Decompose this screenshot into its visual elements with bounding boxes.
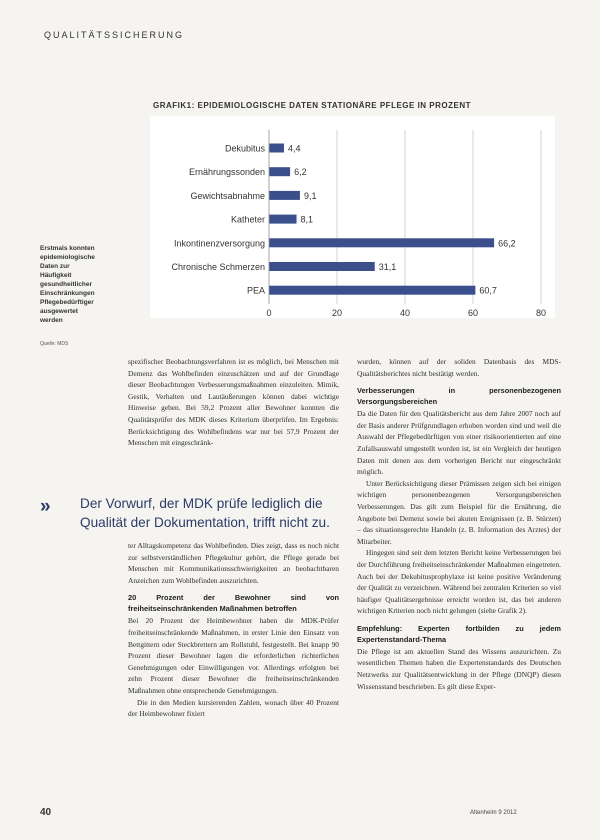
paragraph: ter Alltagskompetenz das Wohlbefinden. Dies zeigt, dass es noch nicht zur selbstverständlichen Pflegekultur gehört, die Pflege gerade bei Menschen mit Kommunikationsschwierigkeiten an beobachtbaren Anzeichen zum Wohlbefinden auszurichten. (128, 541, 339, 585)
bar (269, 191, 300, 200)
category-label: Ernährungssonden (188, 167, 265, 178)
data-label: 6,2 (294, 167, 307, 178)
paragraph: Hingegen sind seit dem letzten Bericht keine Verbesserungen bei der Durchführung freiheitseinschränkender Maßnahmen eingetreten. Auch bei der Dekubitusprophylaxe ist keine positive Veränderung der Qualität zu verzeichnen. Während bei zentralen Kriterien so viel häufiger Qualitätsergebnisse erreicht worden ist, das bei anderen wichtigen Kriterien noch nicht gelungen (siehe Grafik 2). (357, 548, 561, 616)
column-1-bottom (128, 540, 339, 720)
quote-mark-icon: » (40, 496, 51, 517)
paragraph: spezifischer Beobachtungsverfahren ist es möglich, bei Menschen mit Demenz das Wohlbefinden einzuschätzen und auf der Grundlage dieser Beobachtungen Verbesserungsmaßnahmen einzuleiten. Mimik, Gestik, Verhalten und Lautäußerungen können dabei wichtige Hinweise geben. Bei 59,2 Prozent aller Bewohner konnten die Qualitätsprüfer des MDK dieses Kriterium überprüfen. Im Ergebnis: Berücksichtigung des Wohlbefindens war nur bei 57,9 Prozent der Menschen mit eingeschränk- (128, 357, 339, 448)
bar (269, 167, 290, 176)
chart-panel (150, 116, 555, 318)
caption-source: Quelle: MDS (40, 341, 69, 347)
data-label: 8,1 (300, 214, 314, 225)
section-label: QUALITÄTSSICHERUNG (44, 30, 185, 40)
chart-title: GRAFIK1: EPIDEMIOLOGISCHE DATEN STATIONÄRE PFLEGE IN PROZENT (153, 101, 472, 110)
paragraph: Bei 20 Prozent der Heimbewohner haben die MDK-Prüfer freiheitseinschränkende Maßnahmen, in erster Linie den Einsatz von Bettgittern oder Steckbrettern am Rollstuhl, festgestellt. Bei knapp 90 Prozent dieser Bewohner lagen die erforderlichen richterlichen Genehmigungen oder Einwilligungen vor. Allerdings erfolgten bei zehn Prozent dieser Bewohner die freiheitseinschränkenden Maßnahmen ohne entsprechende Genehmigungen. (128, 616, 339, 695)
paragraph: Die Pflege ist am aktuellen Stand des Wissens auszurichten. Zu wesentlichen Themen haben die Expertenstandards des Deutschen Netzwerks zur Qualitätsentwicklung in der Pflege (DNQP) diesen Wissensstand beschrieben. Es gilt diese Exper- (357, 646, 561, 691)
data-label: 60,7 (479, 285, 497, 296)
bar-chart (150, 116, 555, 318)
category-label: Gewichtsabnahme (190, 190, 265, 201)
column-2 (357, 356, 561, 692)
subheading: Verbesserungen in personenbezogenen Versorgungsbereichen (357, 386, 561, 407)
category-label: Katheter (230, 214, 265, 225)
category-label: Dekubitus (224, 143, 265, 154)
x-tick-label: 80 (535, 308, 547, 318)
journal-footer: Altenheim 9 2012 (470, 810, 517, 816)
category-label: PEA (246, 285, 265, 296)
data-label: 4,4 (287, 143, 301, 154)
category-label: Chronische Schmerzen (171, 262, 265, 272)
pull-quote: Der Vorwurf, der MDK prüfe lediglich die Qualität der Dokumentation, trifft nicht zu. (80, 496, 330, 530)
bar (269, 286, 475, 295)
bar (269, 238, 494, 247)
subheading: 20 Prozent der Bewohner sind von freiheitseinschränkenden Maßnahmen betroffen (128, 593, 339, 614)
x-tick-label: 0 (266, 308, 272, 318)
bar (269, 144, 284, 153)
x-tick-label: 60 (467, 308, 479, 318)
bar (269, 215, 297, 224)
paragraph: Da die Daten für den Qualitätsbericht aus dem Jahre 2007 noch auf der Basis anderer Prüfgrundlagen erhoben worden sind und weil die Auswahl der Pflegebedürftigen von einer risikoorientierten auf eine Zufallsauswahl umgestellt worden ist, ist ein Vergleich der heutigen Daten mit denen aus dem vorherigen Bericht nur eingeschränkt möglich. (357, 409, 561, 477)
paragraph: Die in den Medien kursierenden Zahlen, wonach über 40 Prozent der Heimbewohner fixiert (128, 697, 339, 719)
page-number: 40 (40, 807, 52, 818)
data-label: 9,1 (303, 190, 317, 201)
bar (269, 262, 375, 271)
data-label: 31,1 (378, 262, 397, 272)
paragraph: Unter Berücksichtigung dieser Prämissen zeigen sich bei einigen wichtigen personenbezogenen Versorgungsbereichen Verbesserungen. Das gilt zum Beispiel für die Ernährung, die Angebote bei Demenz sowie bei akuten Ereignissen (z. B. Stürzen) – das situationsgerechte Handeln (z. B. Information des Arztes) der Mitarbeiter. (357, 478, 561, 546)
x-tick-label: 20 (331, 308, 343, 318)
subheading: Empfehlung: Experten fortbilden zu jedem Expertenstandard-Thema (357, 623, 561, 644)
figure-caption: Erstmals konnten epidemiologische Daten zur Häufigkeit gesundheitlicher Einschränkungen Pflegebedürftiger ausgewertet werden (40, 245, 95, 324)
x-tick-label: 40 (399, 308, 411, 318)
column-1-top (128, 356, 339, 449)
paragraph: wurden, können auf der soliden Datenbasis des MDS-Qualitätsberichtes nicht bestätigt werden. (357, 357, 561, 378)
data-label: 66,2 (498, 238, 516, 249)
category-label: Inkontinenzversorgung (173, 238, 265, 249)
